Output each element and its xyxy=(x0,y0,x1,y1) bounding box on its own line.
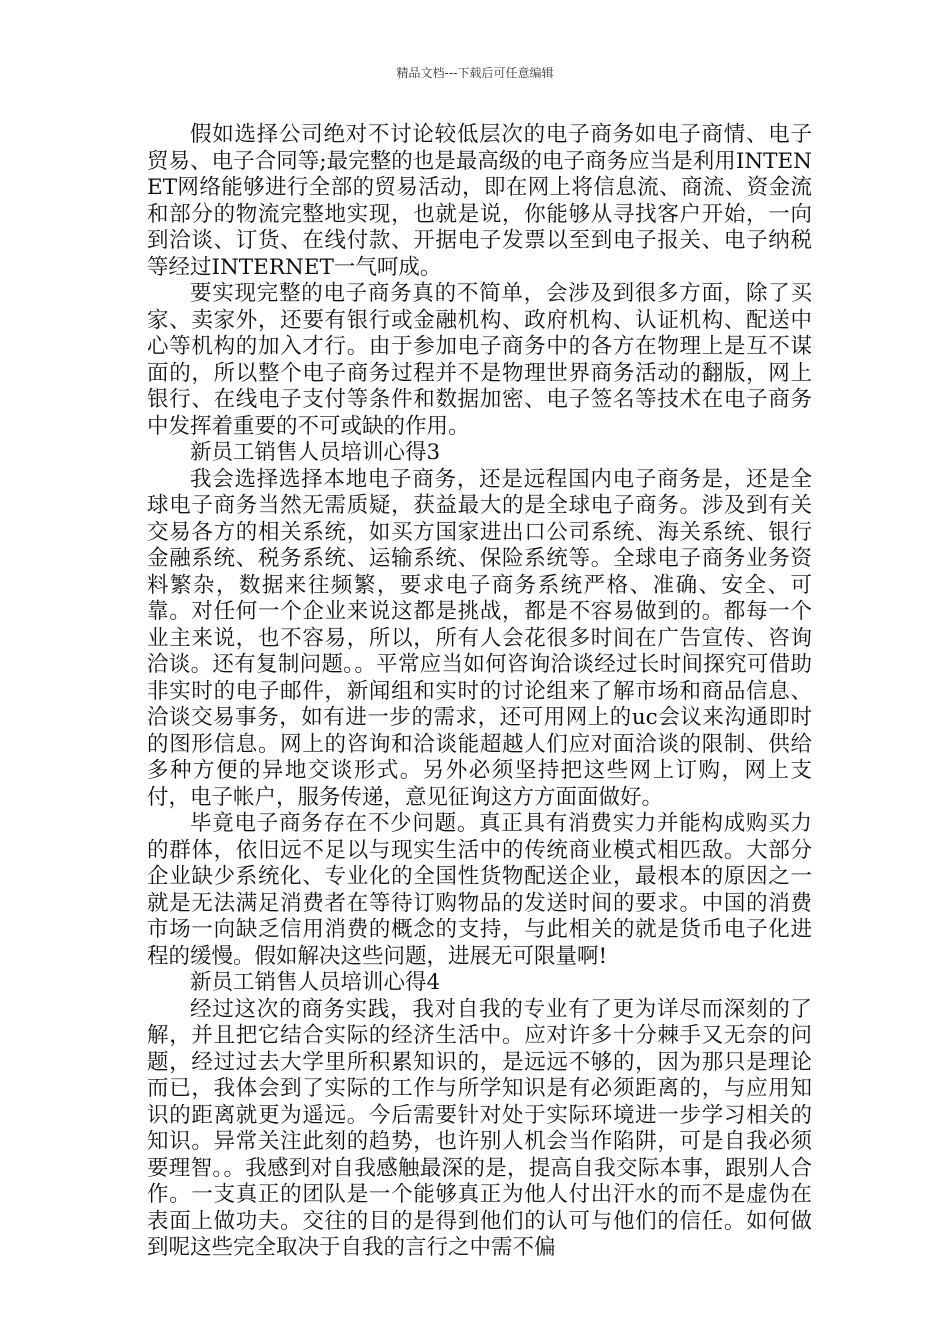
paragraph: 假如选择公司绝对不讨论较低层次的电子商务如电子商情、电子贸易、电子合同等;最完整的也是最高级的电子商务应当是利用INTENET网络能够进行全部的贸易活动，即在网上将信息流、商流、资金流和部分的物流完整地实现，也就是说，你能够从寻找客户开始，一向到洽谈、订货、在线付款、开据电子发票以至到电子报关、电子纳税等经过INTERNET一气呵成。 xyxy=(147,122,812,280)
section-heading: 新员工销售人员培训心得4 xyxy=(190,970,441,995)
paragraph: 经过这次的商务实践，我对自我的专业有了更为详尽而深刻的了解，并且把它结合实际的经济生活中。应对许多十分棘手又无奈的问题，经过过去大学里所积累知识的，是远远不够的，因为那只是理论而已，我体会到了实际的工作与所学知识是有必须距离的，与应用知识的距离就更为遥远。今后需要针对处于实际环境进一步学习相关的知识。异常关注此刻的趋势，也许别人机会当作陷阱，可是自我必须要理智。。我感到对自我感触最深的是，提高自我交际本事，跟别人合作。一支真正的团队是一个能够真正为他人付出汗水的而不是虚伪在表面上做功夫。交往的目的是得到他们的认可与他们的信任。如何做到呢这些完全取决于自我的言行之中需不偏 xyxy=(147,996,812,1260)
paragraph: 要实现完整的电子商务真的不简单，会涉及到很多方面，除了买家、卖家外，还要有银行或金融机构、政府机构、认证机构、配送中心等机构的加入才行。由于参加电子商务中的各方在物理上是互不谋面的，所以整个电子商务过程并不是物理世界商务活动的翻版，网上银行、在线电子支付等条件和数据加密、电子签名等技术在电子商务中发挥着重要的不可或缺的作用。 xyxy=(147,281,812,439)
page-header: 精品文档---下载后可任意编辑 xyxy=(396,66,554,80)
paragraph: 毕竟电子商务存在不少问题。真正具有消费实力并能构成购买力的群体，依旧远不足以与现实生活中的传统商业模式相匹敌。大部分企业缺少系统化、专业化的全国性货物配送企业，最根本的原因之一就是无法满足消费者在等待订购物品的发送时间的要求。中国的消费市场一向缺乏信用消费的概念的支持，与此相关的就是货币电子化进程的缓慢。假如解决这些问题，进展无可限量啊! xyxy=(147,811,812,969)
section-heading: 新员工销售人员培训心得3 xyxy=(190,440,441,465)
paragraph: 我会选择选择本地电子商务，还是远程国内电子商务是，还是全球电子商务当然无需质疑，获益最大的是全球电子商务。涉及到有关交易各方的相关系统，如买方国家进出口公司系统、海关系统、银行金融系统、税务系统、运输系统、保险系统等。全球电子商务业务资料繁杂，数据来往频繁，要求电子商务系统严格、准确、安全、可靠。对任何一个企业来说这都是挑战，都是不容易做到的。都每一个业主来说，也不容易，所以，所有人会花很多时间在广告宣传、咨询洽谈。还有复制问题。。平常应当如何咨询洽谈经过长时间探究可借助非实时的电子邮件，新闻组和实时的讨论组来了解市场和商品信息、洽谈交易事务，如有进一步的需求，还可用网上的uc会议来沟通即时的图形信息。网上的咨询和洽谈能超越人们应对面洽谈的限制、供给多种方便的异地交谈形式。另外必须坚持把这些网上订购，网上支付，电子帐户，服务传递，意见征询这方方面面做好。 xyxy=(147,466,812,810)
document-body xyxy=(147,122,812,1262)
